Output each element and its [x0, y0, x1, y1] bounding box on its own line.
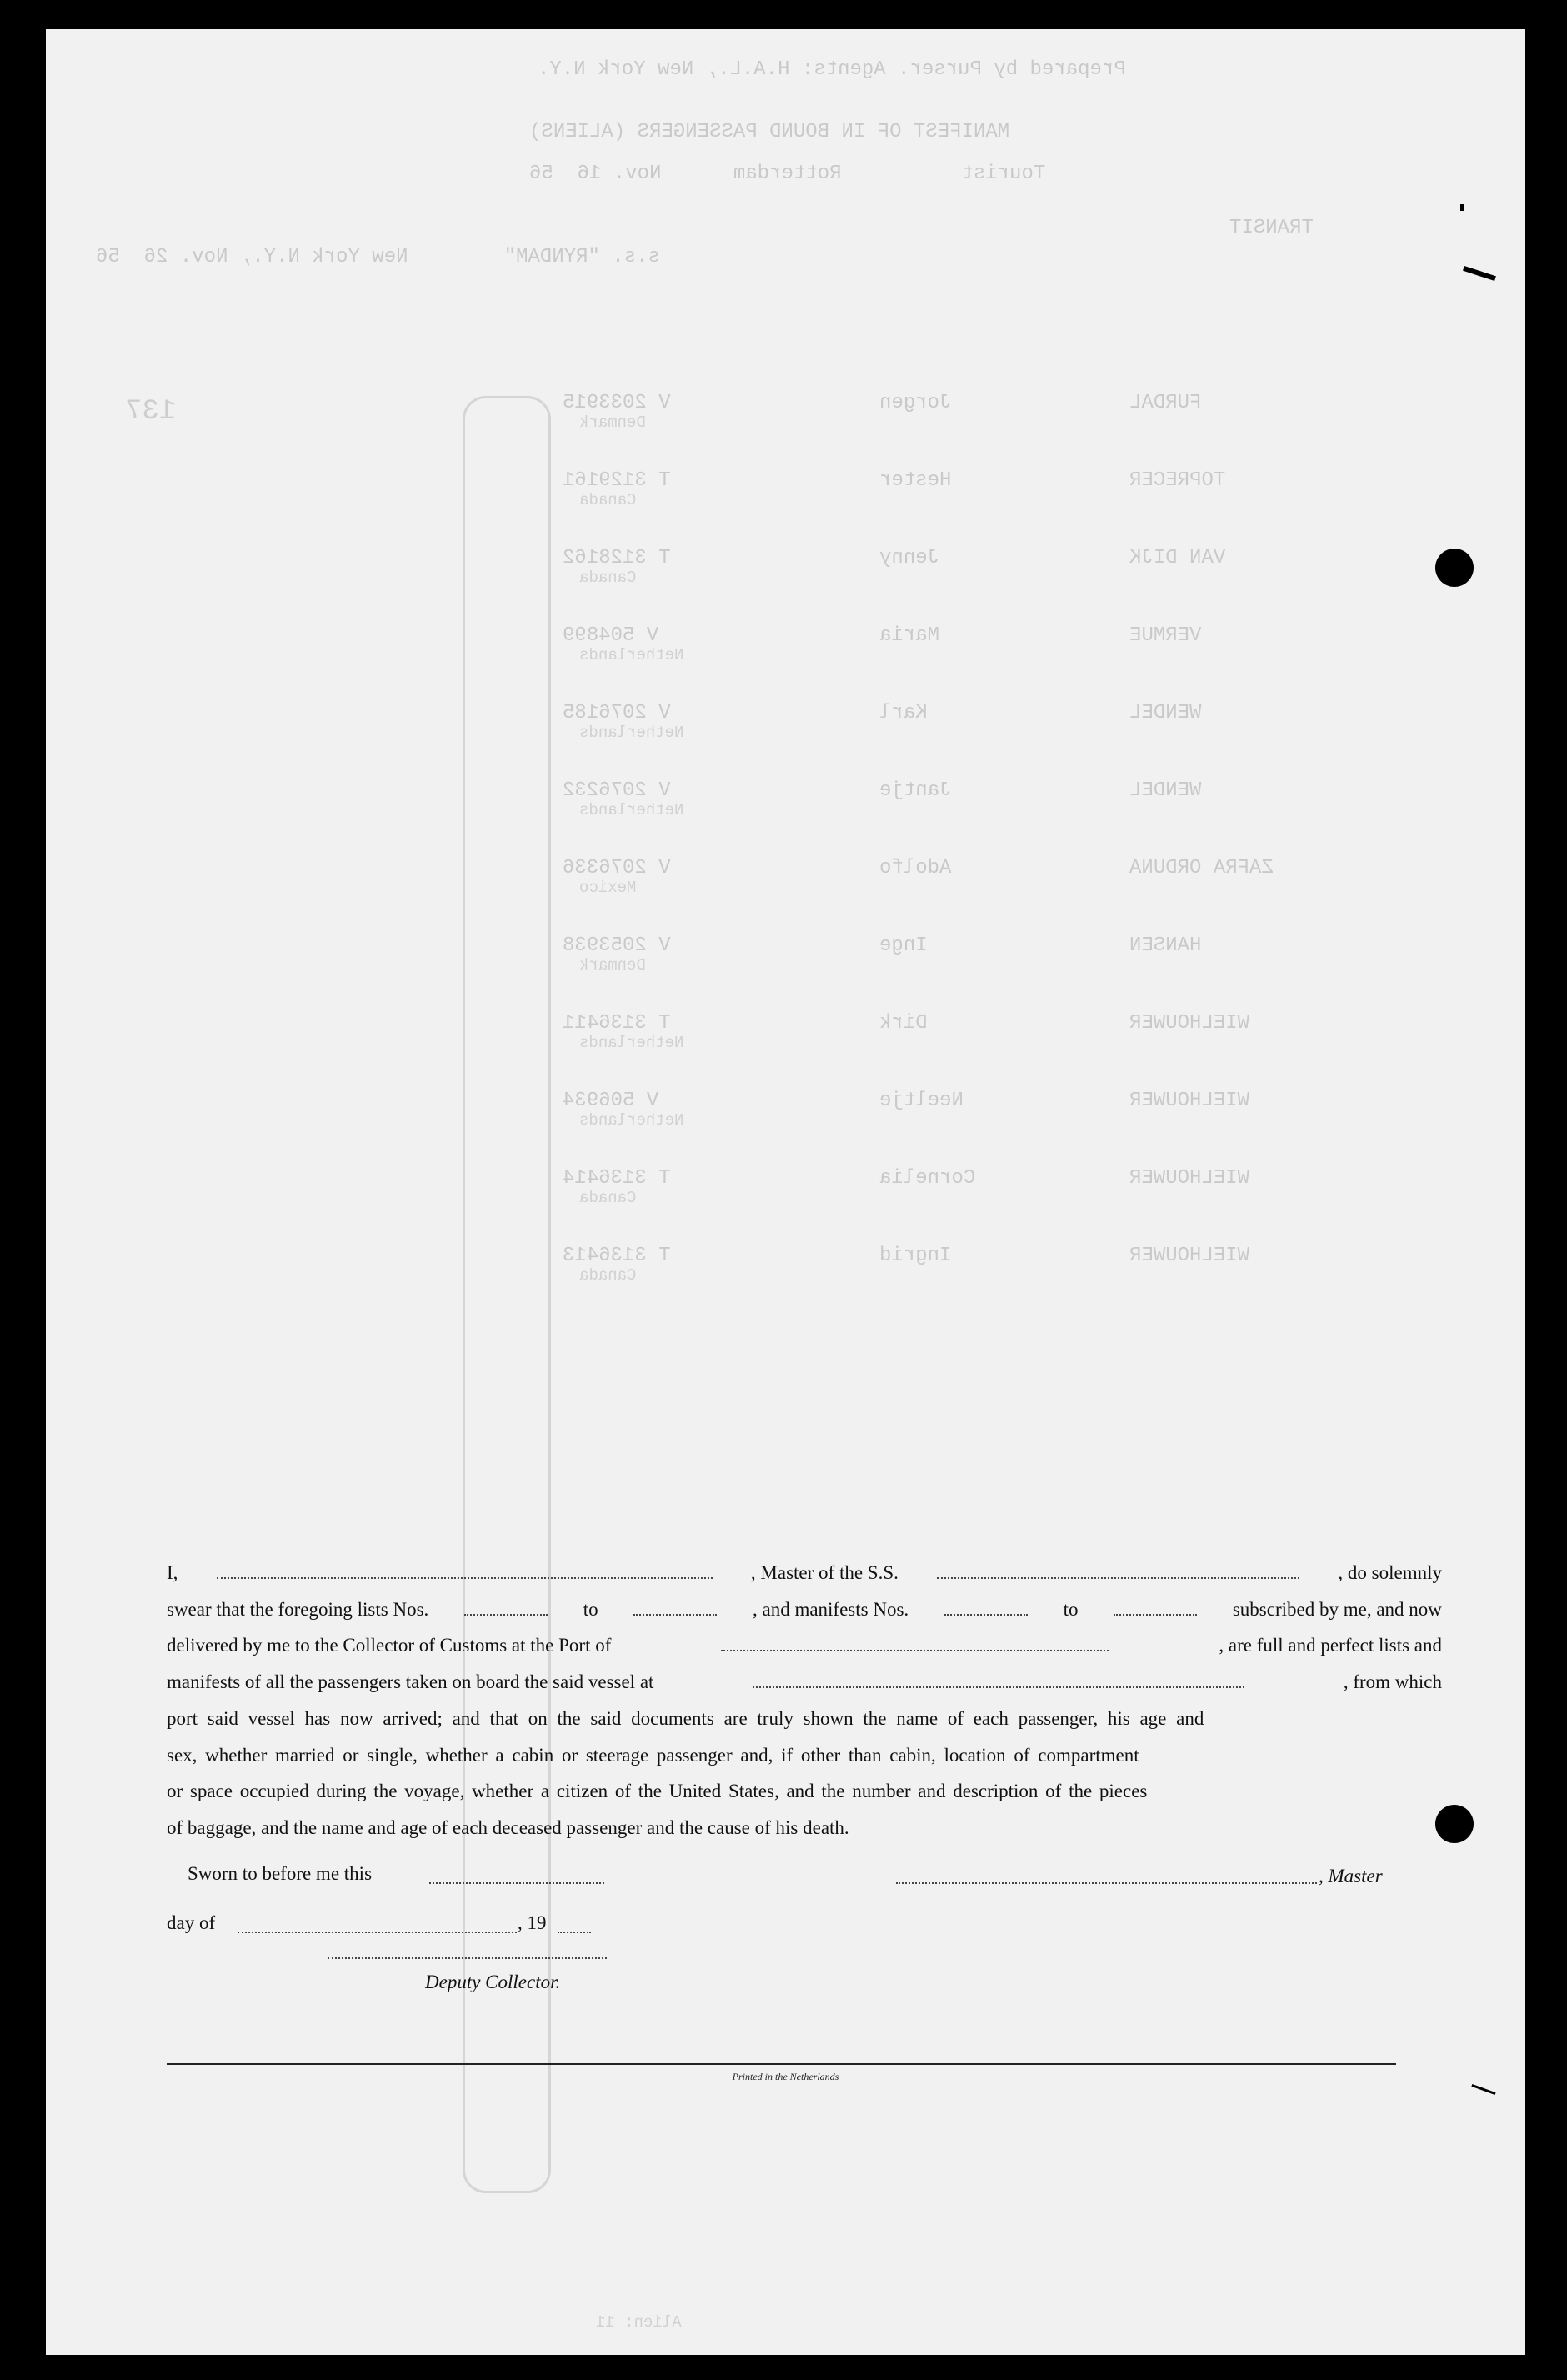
oath-line-1	[167, 1555, 1442, 1591]
oath-text: , Master of the S.S.	[750, 1562, 899, 1583]
ghost-surname: WIELHOUWER	[1129, 1090, 1250, 1112]
ghost-visa-number: T 3136411	[563, 1012, 671, 1035]
oath-text: to	[583, 1598, 598, 1620]
ghost-sheet-number: 137	[125, 396, 177, 428]
ghost-footer: Alien: 11	[596, 2313, 682, 2332]
oath-text: of baggage, and the name and age of each deceased passenger and the cause of his death.	[167, 1816, 849, 1838]
ghost-country: Denmark	[579, 956, 646, 975]
ghost-header-line-2: MANIFEST OF IN BOUND PASSENGERS (ALIENS)	[529, 121, 1010, 143]
ghost-visa-number: V 2033915	[563, 392, 671, 414]
ghost-visa-number: T 3136413	[563, 1245, 671, 1267]
ghost-surname: WIELHOUWER	[1129, 1167, 1250, 1190]
punch-hole-bottom	[1435, 1805, 1474, 1843]
sworn-label: Sworn to before me this	[188, 1863, 373, 1884]
ghost-visa-number: T 3136414	[563, 1167, 671, 1190]
ghost-given-name: Jantje	[879, 779, 952, 802]
ghost-country: Canada	[579, 1266, 637, 1285]
oath-line-6	[167, 1737, 1442, 1774]
ghost-visa-number: T 3128162	[563, 547, 671, 569]
oath-text: subscribed by me, and now	[1232, 1598, 1442, 1620]
ghost-given-name: Cornelia	[879, 1167, 976, 1190]
ghost-visa-number: V 504899	[563, 624, 659, 647]
footer-rule	[167, 2063, 1396, 2065]
deputy-collector-label: Deputy Collector.	[425, 1972, 561, 1992]
oath-text: sex, whether married or single, whether a cabin or steerage passenger and, if other than cabin, location of compartment	[167, 1744, 1139, 1766]
oath-text: to	[1063, 1598, 1079, 1620]
blank-manifest-to[interactable]	[1114, 1599, 1197, 1616]
ghost-given-name: Neeltje	[879, 1090, 964, 1112]
ghost-given-name: Jorgen	[879, 392, 952, 414]
ghost-given-name: Ingrid	[879, 1245, 952, 1267]
blank-deputy-signature[interactable]	[328, 1942, 607, 1959]
ghost-surname: VERMUE	[1129, 624, 1202, 647]
ghost-surname: HANSEN	[1129, 934, 1202, 957]
year-label: , 19	[518, 1912, 547, 1933]
ghost-country: Netherlands	[579, 646, 684, 664]
ghost-surname: VAN DIJK	[1129, 547, 1226, 569]
blank-list-to[interactable]	[633, 1599, 717, 1616]
oath-line-2	[167, 1591, 1442, 1628]
day-of-label: day of	[167, 1912, 216, 1933]
oath-line-7	[167, 1773, 1442, 1810]
scan-mark	[1471, 2084, 1495, 2095]
ghost-given-name: Adolfo	[879, 857, 952, 879]
ghost-visa-number: V 2076232	[563, 779, 671, 802]
oath-block	[167, 1555, 1442, 1846]
ghost-given-name: Jenny	[879, 547, 940, 569]
ghost-visa-number: V 2076185	[563, 702, 671, 724]
scan-mark	[1460, 204, 1464, 211]
printed-in-label: Printed in the Netherlands	[732, 2071, 839, 2082]
blank-ship-name[interactable]	[937, 1562, 1299, 1579]
oath-line-3	[167, 1627, 1442, 1664]
oath-line-4	[167, 1664, 1442, 1701]
oath-text: manifests of all the passengers taken on board the said vessel at	[167, 1671, 654, 1693]
ghost-given-name: Maria	[879, 624, 940, 647]
ghost-given-name: Dirk	[879, 1012, 928, 1035]
ghost-surname: WIELHOUWER	[1129, 1245, 1250, 1267]
scan-mark	[1463, 266, 1496, 281]
ghost-surname: FURDAL	[1129, 392, 1202, 414]
ghost-header-line-5: s.s. "RYNDAM" New York N.Y., Nov. 26 56	[96, 246, 660, 268]
ghost-header-line-3: Tourist Rotterdam Nov. 16 56	[529, 163, 1046, 185]
ghost-visa-number: V 2053938	[563, 934, 671, 957]
oath-line-8	[167, 1810, 1442, 1846]
blank-day-month[interactable]	[238, 1912, 517, 1933]
ghost-country: Netherlands	[579, 1111, 684, 1130]
manifest-page	[46, 29, 1525, 2355]
oath-text: delivered by me to the Collector of Customs at the Port of	[167, 1635, 612, 1656]
blank-sworn-day[interactable]	[429, 1863, 604, 1884]
ghost-visa-number: T 3129161	[563, 469, 671, 492]
ghost-country: Canada	[579, 1189, 637, 1207]
oath-text: I,	[167, 1562, 178, 1583]
ghost-surname: WENDEL	[1129, 779, 1202, 802]
ghost-country: Netherlands	[579, 1034, 684, 1052]
ghost-country: Mexico	[579, 879, 637, 897]
oath-text: port said vessel has now arrived; and that on the said documents are truly shown the name of each passenger, his age and	[167, 1707, 1204, 1729]
ghost-header-line-4: TRANSIT	[1229, 217, 1314, 239]
oath-text: , are full and perfect lists and	[1219, 1635, 1442, 1656]
oath-line-5	[167, 1701, 1442, 1737]
oath-text: , from which	[1343, 1671, 1442, 1693]
ghost-country: Denmark	[579, 413, 646, 432]
ghost-country: Canada	[579, 569, 637, 587]
blank-list-from[interactable]	[464, 1599, 548, 1616]
ghost-surname: TOPRECER	[1129, 469, 1226, 492]
oath-text: or space occupied during the voyage, whether a citizen of the United States, and the number and description of the pieces	[167, 1781, 1148, 1802]
ghost-country: Netherlands	[579, 724, 684, 742]
ghost-header-line-1: Prepared by Purser. Agents: H.A.L., New York N.Y.	[538, 58, 1126, 81]
oath-text: , do solemnly	[1338, 1562, 1442, 1583]
ghost-visa-number: V 506934	[563, 1090, 659, 1112]
blank-master-signature[interactable]	[896, 1863, 1317, 1884]
blank-manifest-from[interactable]	[944, 1599, 1028, 1616]
blank-port[interactable]	[721, 1635, 1109, 1651]
ghost-country: Netherlands	[579, 801, 684, 819]
ghost-given-name: Inge	[879, 934, 928, 957]
ghost-surname: WENDEL	[1129, 702, 1202, 724]
ghost-surname: WIELHOUWER	[1129, 1012, 1250, 1035]
oath-text: , and manifests Nos.	[752, 1598, 909, 1620]
ghost-country: Canada	[579, 491, 637, 509]
ghost-surname: ZAFRA ORDUNA	[1129, 857, 1274, 879]
oath-text: swear that the foregoing lists Nos.	[167, 1598, 429, 1620]
blank-master-name[interactable]	[217, 1562, 713, 1579]
ghost-given-name: Karl	[879, 702, 928, 724]
blank-year[interactable]	[558, 1912, 591, 1933]
master-label: , Master	[1319, 1866, 1383, 1886]
ghost-visa-number: V 2076336	[563, 857, 671, 879]
blank-departure-port[interactable]	[753, 1671, 1244, 1688]
punch-hole-top	[1435, 549, 1474, 587]
ghost-given-name: Hester	[879, 469, 952, 492]
